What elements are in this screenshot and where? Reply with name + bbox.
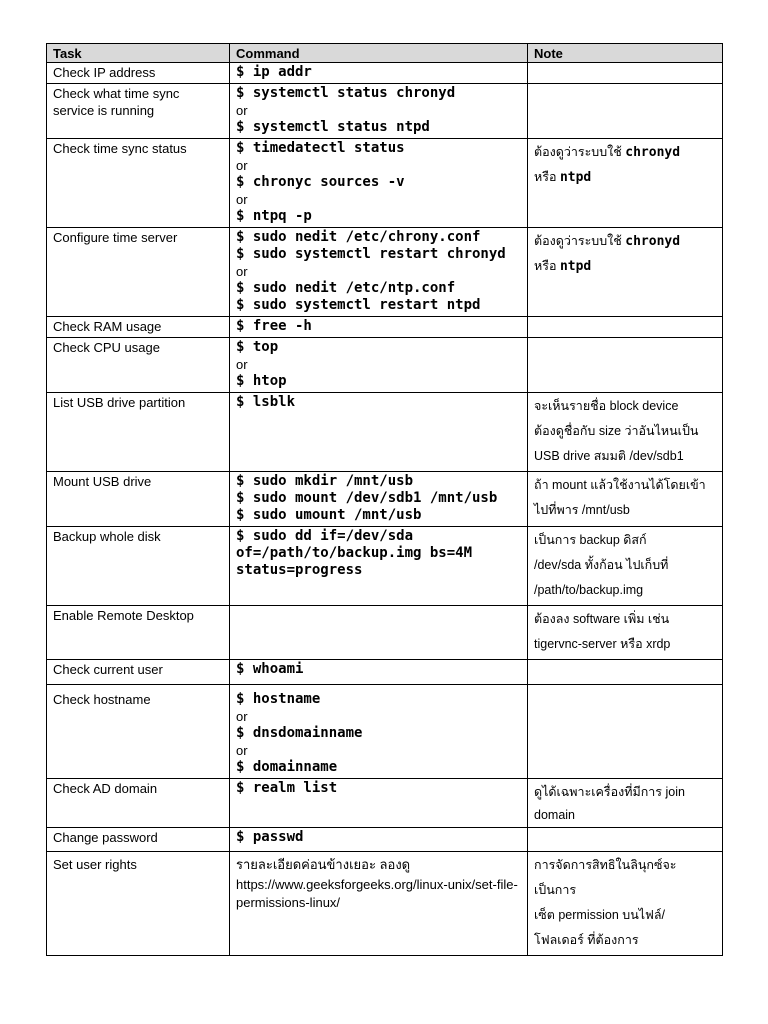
note-cell bbox=[528, 527, 723, 606]
command-cell bbox=[230, 660, 528, 685]
header-command: Command bbox=[230, 44, 528, 63]
reference-link[interactable]: https://www.geeksforgeeks.org/linux-unix/set-file-permissions-linux/ bbox=[236, 877, 518, 910]
task-cell: Check CPU usage bbox=[47, 338, 230, 393]
command-cell bbox=[230, 852, 528, 956]
table-row bbox=[47, 63, 723, 84]
or-separator: or bbox=[236, 709, 248, 724]
header-note: Note bbox=[528, 44, 723, 63]
note-text: ต้องดูว่าระบบใช้ bbox=[534, 145, 622, 159]
or-separator: or bbox=[236, 103, 248, 118]
note-code: chronyd bbox=[625, 234, 681, 249]
command-line: $ top bbox=[236, 339, 279, 355]
task-cell: Check hostname bbox=[47, 685, 230, 779]
command-cell bbox=[230, 606, 528, 660]
note-cell bbox=[528, 228, 723, 317]
note-text: USB drive สมมติ /dev/sdb1 bbox=[534, 449, 684, 463]
note-cell bbox=[528, 779, 723, 828]
table-row bbox=[47, 472, 723, 527]
table-row bbox=[47, 828, 723, 852]
note-text: เป็นการ backup ดิสก์ bbox=[534, 533, 647, 547]
task-cell: Mount USB drive bbox=[47, 472, 230, 527]
command-line: $ sudo mkdir /mnt/usb bbox=[236, 473, 414, 489]
note-text: ถ้า mount แล้วใช้งานได้โดยเข้า bbox=[534, 478, 706, 492]
command-cell bbox=[230, 84, 528, 139]
command-line: $ sudo mount /dev/sdb1 /mnt/usb bbox=[236, 490, 498, 506]
task-cell: Check AD domain bbox=[47, 779, 230, 828]
task-cell: Check what time sync service is running bbox=[47, 84, 230, 139]
command-line: $ systemctl status chronyd bbox=[236, 85, 456, 101]
table-row bbox=[47, 660, 723, 685]
note-text: หรือ bbox=[534, 170, 557, 184]
task-cell: Enable Remote Desktop bbox=[47, 606, 230, 660]
note-cell bbox=[528, 84, 723, 139]
command-line: $ sudo systemctl restart ntpd bbox=[236, 297, 481, 313]
task-cell: Change password bbox=[47, 828, 230, 852]
note-text: ต้องดูว่าระบบใช้ bbox=[534, 234, 622, 248]
command-line: $ whoami bbox=[236, 661, 304, 677]
command-line: $ ntpq -p bbox=[236, 208, 312, 224]
note-cell bbox=[528, 317, 723, 338]
note-text: หรือ bbox=[534, 259, 557, 273]
note-code: chronyd bbox=[625, 145, 681, 160]
command-line: $ systemctl status ntpd bbox=[236, 119, 430, 135]
table-row bbox=[47, 228, 723, 317]
command-cell bbox=[230, 139, 528, 228]
or-separator: or bbox=[236, 264, 248, 279]
note-cell bbox=[528, 852, 723, 956]
note-cell bbox=[528, 63, 723, 84]
command-line: $ dnsdomainname bbox=[236, 725, 363, 741]
command-line: $ htop bbox=[236, 373, 287, 389]
table-row bbox=[47, 393, 723, 472]
header-task: Task bbox=[47, 44, 230, 63]
header-row bbox=[47, 44, 723, 63]
task-cell: Check IP address bbox=[47, 63, 230, 84]
or-separator: or bbox=[236, 192, 248, 207]
task-cell: Configure time server bbox=[47, 228, 230, 317]
note-text: ดูได้เฉพาะเครื่องที่มีการ join bbox=[534, 785, 685, 799]
command-cell bbox=[230, 393, 528, 472]
command-cell bbox=[230, 527, 528, 606]
command-cell bbox=[230, 317, 528, 338]
table-row bbox=[47, 139, 723, 228]
note-text: ไปที่พาร /mnt/usb bbox=[534, 503, 630, 517]
command-cell bbox=[230, 472, 528, 527]
task-cell: List USB drive partition bbox=[47, 393, 230, 472]
task-cell: Set user rights bbox=[47, 852, 230, 956]
task-cell: Check RAM usage bbox=[47, 317, 230, 338]
note-text: จะเห็นรายชื่อ block device bbox=[534, 399, 679, 413]
note-cell bbox=[528, 393, 723, 472]
note-cell bbox=[528, 606, 723, 660]
command-line: $ ip addr bbox=[236, 64, 312, 80]
command-line: $ passwd bbox=[236, 829, 304, 845]
command-line: $ domainname bbox=[236, 759, 338, 775]
command-line: $ sudo dd if=/dev/sda of=/path/to/backup.img bs=4M status=progress bbox=[236, 528, 481, 578]
command-line: $ free -h bbox=[236, 318, 312, 334]
note-text: โฟลเดอร์ ที่ต้องการ bbox=[534, 933, 639, 947]
note-text: ต้องดูชื่อกับ size ว่าอันไหนเป็น bbox=[534, 424, 699, 438]
note-cell bbox=[528, 828, 723, 852]
note-text: ต้องลง software เพิ่ม เช่น bbox=[534, 612, 670, 626]
command-cell bbox=[230, 685, 528, 779]
command-text: รายละเอียดค่อนข้างเยอะ ลองดู bbox=[236, 857, 411, 872]
note-code: ntpd bbox=[559, 259, 592, 274]
or-separator: or bbox=[236, 743, 248, 758]
table-row bbox=[47, 779, 723, 828]
table-row bbox=[47, 852, 723, 956]
command-cell bbox=[230, 63, 528, 84]
command-line: $ timedatectl status bbox=[236, 140, 405, 156]
command-line: $ chronyc sources -v bbox=[236, 174, 405, 190]
task-cell: Check time sync status bbox=[47, 139, 230, 228]
note-text: เซ็ต permission บนไฟล์/ bbox=[534, 908, 666, 922]
note-cell bbox=[528, 660, 723, 685]
table-row bbox=[47, 338, 723, 393]
note-text: /path/to/backup.img bbox=[534, 583, 644, 597]
command-line: $ hostname bbox=[236, 691, 321, 707]
task-cell: Check current user bbox=[47, 660, 230, 685]
table-row bbox=[47, 527, 723, 606]
command-line: $ sudo nedit /etc/ntp.conf bbox=[236, 280, 456, 296]
note-code: ntpd bbox=[559, 170, 592, 185]
note-cell bbox=[528, 685, 723, 779]
command-line: $ sudo nedit /etc/chrony.conf bbox=[236, 229, 481, 245]
table-row bbox=[47, 84, 723, 139]
command-cell bbox=[230, 228, 528, 317]
note-cell bbox=[528, 338, 723, 393]
command-cell bbox=[230, 338, 528, 393]
note-text: tigervnc-server หรือ xrdp bbox=[534, 637, 671, 651]
task-cell: Backup whole disk bbox=[47, 527, 230, 606]
note-text: /dev/sda ทั้งก้อน ไปเก็บที่ bbox=[534, 558, 669, 572]
note-cell bbox=[528, 472, 723, 527]
or-separator: or bbox=[236, 357, 248, 372]
note-text: domain bbox=[534, 808, 575, 822]
command-line: $ lsblk bbox=[236, 394, 296, 410]
note-cell bbox=[528, 139, 723, 228]
command-cell bbox=[230, 779, 528, 828]
command-line: $ sudo umount /mnt/usb bbox=[236, 507, 422, 523]
table-row bbox=[47, 685, 723, 779]
note-text: การจัดการสิทธิในลินุกซ์จะเป็นการ bbox=[534, 858, 677, 897]
or-separator: or bbox=[236, 158, 248, 173]
command-cell bbox=[230, 828, 528, 852]
table-row bbox=[47, 317, 723, 338]
command-line: $ sudo systemctl restart chronyd bbox=[236, 246, 506, 262]
command-line: $ realm list bbox=[236, 780, 338, 796]
command-table bbox=[46, 43, 723, 956]
table-row bbox=[47, 606, 723, 660]
